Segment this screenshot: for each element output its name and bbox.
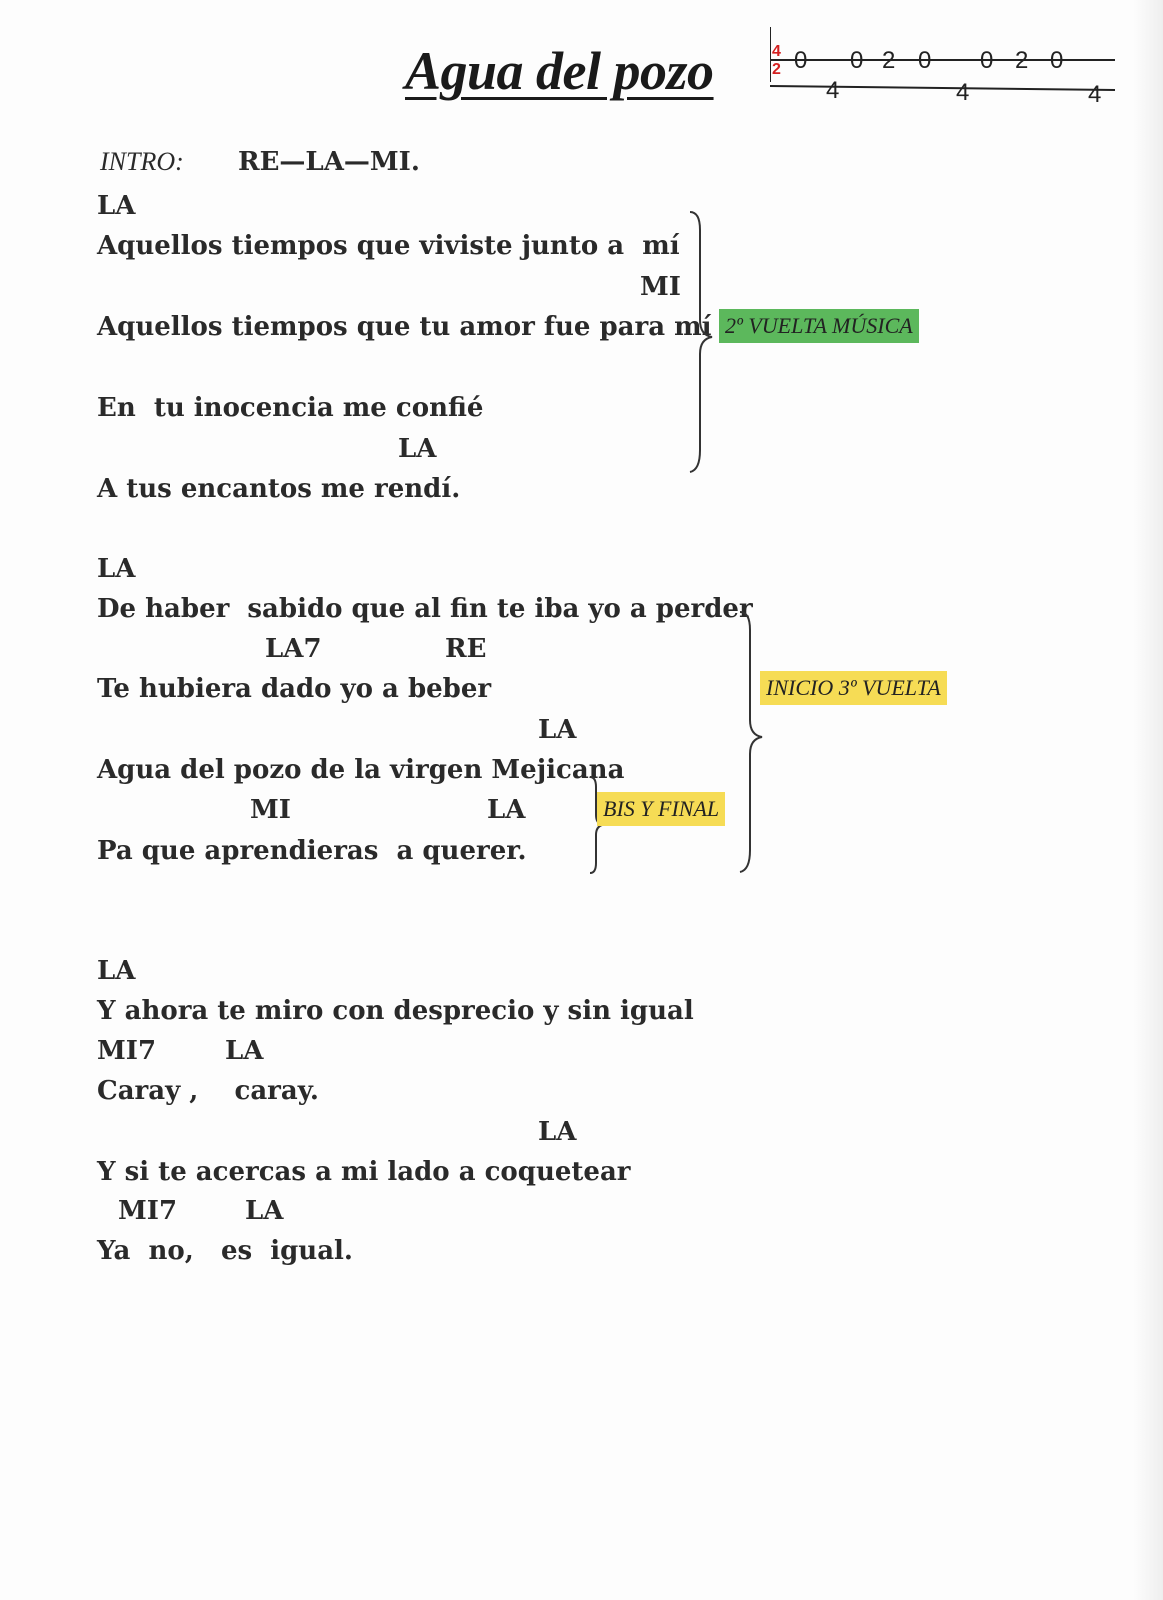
lyric-line: A tus encantos me rendí.	[97, 474, 461, 504]
chord: LA	[538, 715, 577, 745]
brace-segunda-vuelta	[690, 210, 720, 475]
page-edge-shadow	[1133, 0, 1163, 1600]
tab-number: 0	[1050, 47, 1064, 74]
note-segunda-vuelta: 2º VUELTA MÚSICA	[719, 309, 919, 343]
chord: LA	[97, 956, 136, 986]
tab-number: 4	[1088, 81, 1102, 108]
tab-number: 2	[1015, 47, 1029, 74]
chord: MI7	[97, 1036, 157, 1066]
lyric-line: Aquellos tiempos que viviste junto a mí	[97, 231, 680, 261]
chord: LA7	[265, 634, 322, 664]
lyric-line: De haber sabido que al fin te iba yo a perder	[97, 594, 753, 624]
tablature-staff	[770, 22, 1135, 112]
lyric-line: Pa que aprendieras a querer.	[97, 836, 527, 866]
lyric-line: Y si te acercas a mi lado a coquetear	[97, 1157, 631, 1187]
intro-label: INTRO:	[100, 147, 184, 176]
chord: LA	[398, 434, 437, 464]
tab-number: 4	[826, 77, 840, 104]
brace-inicio-tercera	[740, 610, 770, 875]
note-inicio-tercera: INICIO 3º VUELTA	[760, 671, 947, 705]
tab-number: 4	[956, 79, 970, 106]
chord: RE	[445, 634, 487, 664]
lyric-line: Caray , caray.	[97, 1076, 319, 1106]
chord: LA	[97, 191, 136, 221]
song-title: Agua del pozo	[405, 41, 714, 101]
tab-timesig-top: 4	[772, 43, 781, 60]
tab-number: 0	[918, 47, 932, 74]
lyric-line: Aquellos tiempos que tu amor fue para mí	[97, 312, 712, 342]
tab-number: 0	[850, 47, 864, 74]
note-bis-final: BIS Y FINAL	[597, 792, 725, 826]
chord: LA	[487, 795, 526, 825]
chord: MI7	[118, 1196, 178, 1226]
tab-number: 0	[980, 47, 994, 74]
chord: MI	[250, 795, 291, 825]
chord: LA	[97, 554, 136, 584]
tab-number: 2	[882, 47, 896, 74]
chord: LA	[245, 1196, 284, 1226]
lyric-line: En tu inocencia me confié	[97, 393, 484, 423]
chord: LA	[225, 1036, 264, 1066]
lyric-line: Y ahora te miro con desprecio y sin igual	[97, 996, 694, 1026]
chord: LA	[538, 1117, 577, 1147]
lyric-line: Ya no, es igual.	[97, 1236, 353, 1266]
chord: MI	[640, 272, 681, 302]
intro-chords: RE—LA—MI.	[238, 147, 420, 177]
lyric-line: Agua del pozo de la virgen Mejicana	[97, 755, 625, 785]
lyric-line: Te hubiera dado yo a beber	[97, 674, 492, 704]
tab-number: 0	[794, 47, 808, 74]
tab-timesig-bottom: 2	[772, 61, 781, 78]
